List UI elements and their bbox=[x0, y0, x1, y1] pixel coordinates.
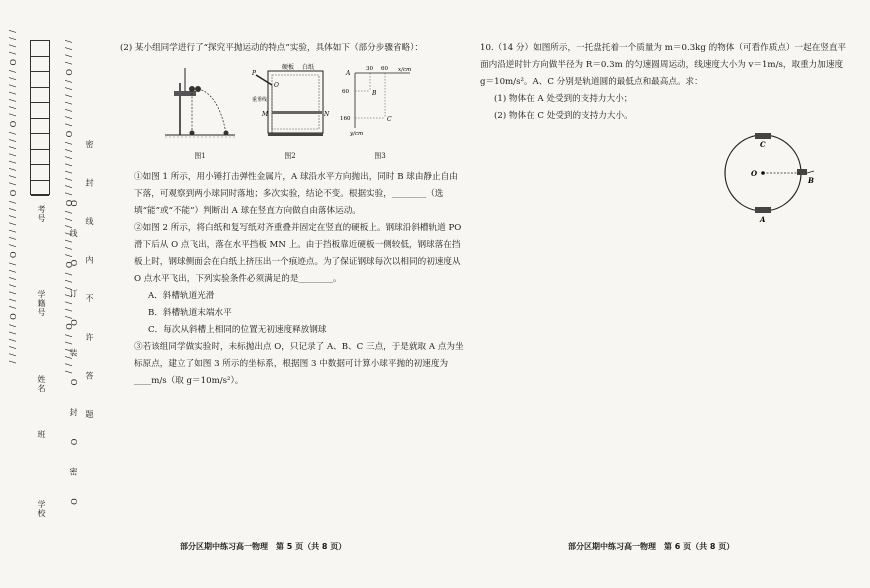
question-part-2: ②如图 2 所示，将白纸和复写纸对齐重叠并固定在竖直的硬板上。钢球沿斜槽轨道 PO 滑下后从 O 点飞出，落在水平挡板 MN 上。由于挡板靠近硬板一侧较低，钢球落在挡板上时，钢球侧面会在白纸上挤压出一个痕迹点。为了保证钢球每次以相同的初速度从 O 点水平飞出，下列实验条件必须满足的是________。 bbox=[134, 223, 462, 284]
binding-margin bbox=[0, 0, 100, 588]
page-6-column bbox=[480, 40, 850, 230]
fig3-label-b: B bbox=[372, 90, 377, 97]
school-label: 学校 bbox=[37, 500, 46, 518]
fig2-label-paper: 白纸 bbox=[302, 64, 315, 71]
question-part-1: ①如图 1 所示，用小锤打击弹性金属片，A 球沿水平方向抛出，同时 B 球由静止自由下落，可观察到两小球同时落地；多次实验，结论不变。根据实验，________（选填“能”或“不能”）判断出 A 球在竖直方向做自由落体运动。 bbox=[134, 172, 458, 216]
fig2-label-plumb: 重垂线 bbox=[252, 97, 268, 103]
fig2-label-m: M bbox=[262, 111, 269, 118]
student-id-grid bbox=[30, 40, 50, 195]
figure-1-caption: 图1 bbox=[194, 152, 206, 160]
page-5-footer: 部分区期中练习高一物理 第 5 页（共 8 页） bbox=[180, 542, 347, 551]
fig3-label-c: C bbox=[387, 116, 392, 123]
question-10-sub-1: (1) 物体在 A 处受到的支持力大小； bbox=[494, 94, 633, 104]
point-a-label: A bbox=[760, 215, 766, 223]
figure-2-drawing bbox=[250, 63, 330, 141]
figure-2 bbox=[250, 63, 330, 165]
student-number-label: 学籍号 bbox=[37, 290, 46, 317]
page-6-footer: 部分区期中练习高一物理 第 6 页（共 8 页） bbox=[568, 542, 735, 551]
fig2-label-p: P bbox=[252, 70, 257, 77]
fig3-label-a: A bbox=[346, 70, 351, 77]
question-10-sub-2: (2) 物体在 C 处受到的支持力大小。 bbox=[494, 111, 633, 121]
fig3-x-axis-label: x/cm bbox=[398, 67, 412, 73]
point-o-label: O bbox=[751, 169, 758, 178]
option-c: C．每次从斜槽上相同的位置无初速度释放钢球 bbox=[148, 325, 327, 335]
fig3-tick-160: 160 bbox=[340, 116, 351, 122]
dash-line-outer: / / / / O / / / / / / / O / / / / / / / / O / / / / / / / O / / / / / / / O / / / / / / bbox=[8, 30, 17, 365]
fig2-label-n: N bbox=[324, 111, 330, 118]
fig3-y-axis-label: y/cm bbox=[350, 131, 364, 137]
question-10-stem: 10.（14 分）如图所示，一托盘托着一个质量为 m＝0.3kg 的物体（可看作质点）一起在竖直平面内沿逆时针方向做半径为 R＝0.3m 的匀速圆周运动，线速度大小为 v＝1m/s，取重力加速度 g＝10m/s²。A、C 分别是轨道圆的最低点和最高点。求： bbox=[480, 43, 847, 87]
figure-2-caption: 图2 bbox=[284, 152, 296, 160]
fig3-tick-60y: 60 bbox=[342, 89, 349, 95]
figure-1-drawing bbox=[160, 63, 240, 141]
question-part-3: ③若该组同学做实验时，未标抛出点 O，只记录了 A、B、C 三点，于是就取 A 点为坐标原点，建立了如图 3 所示的坐标系，根据图 3 中数据可计算小球平抛的初速度为____m/s（取 g＝10m/s²）。 bbox=[134, 342, 464, 386]
name-label: 姓名 bbox=[37, 375, 46, 393]
seal-line-markers: O 线 O 订 O 装 O 封 O 密 O bbox=[69, 200, 78, 515]
circular-motion-diagram bbox=[708, 125, 828, 223]
experiment-intro: (2) 某小组同学进行了“探究平抛运动的特点”实验，具体如下（部分步骤省略）： bbox=[120, 43, 423, 53]
fig3-tick-60x: 60 bbox=[381, 66, 388, 72]
figure-1 bbox=[160, 63, 240, 165]
figure-3 bbox=[340, 63, 420, 165]
point-b-label: B bbox=[808, 176, 814, 185]
no-answer-notice: 密 封 线 内 不 许 答 题 bbox=[85, 140, 94, 432]
exam-number-label: 考号 bbox=[37, 205, 46, 223]
dash-line-middle: / / / / O / / / / / / / O / / / / / / / / O / / / / / / / O / / / / / / / O / / / / / / bbox=[64, 40, 73, 375]
fig2-label-board: 硬板 bbox=[282, 64, 295, 71]
fig2-label-o: O bbox=[274, 82, 279, 89]
fig3-tick-30: 30 bbox=[366, 66, 373, 72]
figure-row bbox=[160, 63, 465, 165]
figure-3-drawing bbox=[340, 63, 420, 141]
class-label: 班 bbox=[37, 430, 46, 439]
option-b: B．斜槽轨道末端水平 bbox=[148, 308, 232, 318]
option-a: A．斜槽轨道光滑 bbox=[148, 291, 215, 301]
figure-3-caption: 图3 bbox=[374, 152, 386, 160]
point-c-label: C bbox=[760, 140, 766, 149]
page-5-column bbox=[120, 40, 465, 390]
